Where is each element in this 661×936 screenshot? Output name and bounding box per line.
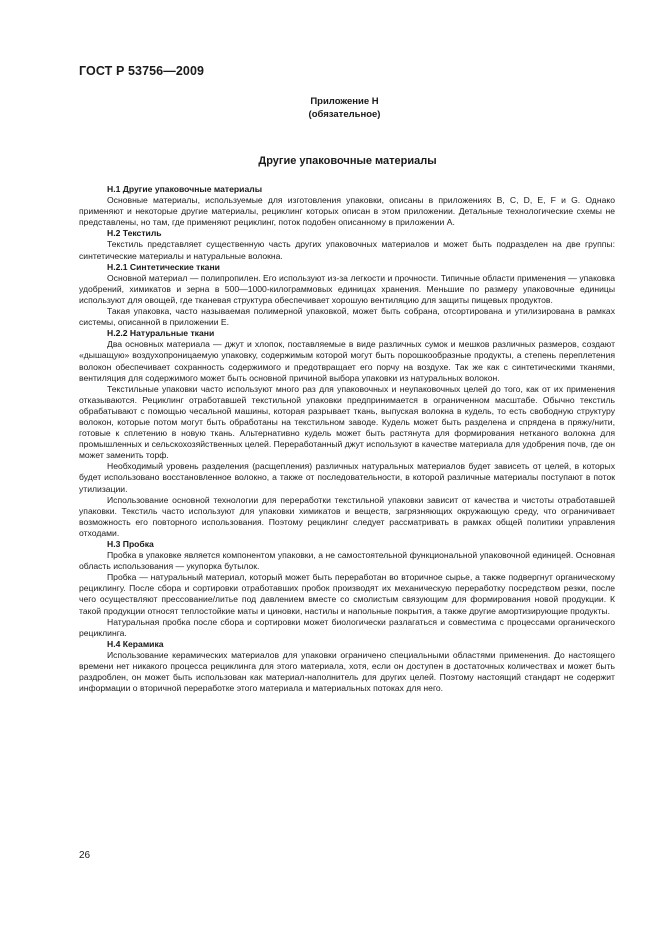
- section-heading: Н.2.2 Натуральные ткани: [107, 328, 215, 339]
- paragraph: Пробка в упаковке является компонентом упаковки, а не самостоятельной функциональной упаковочной единицей. Основная область использования — укупорка бутылок.: [79, 550, 615, 572]
- paragraph: Пробка — натуральный материал, который может быть переработан во вторичное сырье, а также подвергнут органическому рециклингу. После сбора и сортировки отработавших пробок производят их механическую переработку посредством резки, после чего осуществляют прессование/литье под давлением вместе со смолистым связующим для формирования новой продукции. К такой продукции относят теплостойкие маты и циновки, настилы и напольные покрытия, а также другие амортизирующие продукты.: [79, 572, 615, 616]
- section-heading: Н.4 Керамика: [107, 638, 164, 649]
- paragraph: Текстиль представляет существенную часть других упаковочных материалов и может быть подразделен на две группы: синтетические материалы и натуральные волокна.: [79, 239, 615, 261]
- paragraph: Такая упаковка, часто называемая полимерной упаковкой, может быть собрана, отсортирована и утилизирована в рамках системы, описанной в приложении Е.: [79, 306, 615, 328]
- paragraph: Натуральная пробка после сбора и сортировки может биологически разлагаться и совместима с процессами органического рециклинга.: [79, 616, 615, 638]
- section-heading: Н.2 Текстиль: [107, 228, 162, 239]
- paragraph: Необходимый уровень разделения (расщепления) различных натуральных материалов будет зависеть от целей, в которых будет использовано восстановленное волокно, а также от последовательности, в которой различные материалы поступают в поток утилизации.: [79, 461, 615, 494]
- section-heading: Н.2.1 Синтетические ткани: [107, 261, 220, 272]
- paragraph: Использование основной технологии для переработки текстильной упаковки зависит от качества и чистоты отработавшей упаковки. Текстиль часто используют для упаковки химикатов и веществ, загрязняющих окружающую среду, что ограничивает возможность его повторного использования. Поэтому рециклинг следует рассматривать в рамках общей политики управления отходами.: [79, 494, 615, 538]
- document-body: [79, 184, 615, 694]
- page-number: 26: [79, 850, 91, 861]
- paragraph: Использование керамических материалов для упаковки ограничено специальными областями применения. До настоящего времени нет никакого процесса рециклинга для этого материала, хотя, если он доступен в достаточных количествах и может быть раздроблен, он может быть использован как материал-наполнитель для других целей. Поэтому настоящий стандарт не содержит информации о вторичной переработке этого материала и материальных потоках для него.: [79, 649, 615, 694]
- appendix-status: (обязательное): [308, 109, 381, 120]
- appendix-title: Другие упаковочные материалы: [258, 155, 437, 167]
- paragraph: Два основных материала — джут и хлопок, поставляемые в виде различных сумок и мешков различных размеров, создают «дышащую» воздухопроницаемую упаковку, содержимым которой могут быть порошкообразные продукты, а степень переплетения волокон обеспечивает сохранность содержимого и предотвращает его порчу на воздухе. Так же как с синтетическими тканями, вентиляция для содержимого может быть основной причиной выбора упаковки из натуральных волокон.: [79, 339, 615, 383]
- paragraph: Текстильные упаковки часто используют много раз для упаковочных и неупаковочных целей до того, как от их применения отказываются. Рециклинг отработавшей текстильной упаковки предпринимается в ограниченном масштабе. Обычно текстиль обрабатывают с помощью чесальной машины, которая разрывает ткань, выпуская волокна в кудель, то есть свободную структуру волокон, которые потом могут быть обработаны на текстильном заводе. Кудель может быть разделена и спрядена в пряжу/нити, готовые к сплетению в новую ткань. Альтернативно кудель может быть растянута для формирования нетканого волокна для промышленных и сельскохозяйственных целей. Переработанный джут используют в качестве материала для удобрения почв, где он может заменить торф.: [79, 383, 615, 461]
- appendix-label: Приложение Н: [310, 96, 379, 107]
- paragraph: Основной материал — полипропилен. Его используют из-за легкости и прочности. Типичные области применения — упаковка удобрений, химикатов и зерна в 500—1000-килограммовых единицах хранения. Меньшие по размеру упаковочные единицы используют для овощей, где тканевая структура обеспечивает хорошую вентиляцию для защиты пищевых продуктов.: [79, 272, 615, 305]
- section-heading: Н.1 Другие упаковочные материалы: [107, 184, 263, 194]
- section-heading: Н.3 Пробка: [107, 539, 154, 549]
- standard-header: ГОСТ Р 53756—2009: [79, 64, 205, 78]
- paragraph: Основные материалы, используемые для изготовления упаковки, описаны в приложениях В, С, D, Е, F и G. Однако применяют и некоторые другие материалы, рециклинг которых описан в этом приложении. Детальные технологические схемы не представлены, но там, где применяют рециклинг, поток подобен описанному в приложении А.: [79, 195, 615, 228]
